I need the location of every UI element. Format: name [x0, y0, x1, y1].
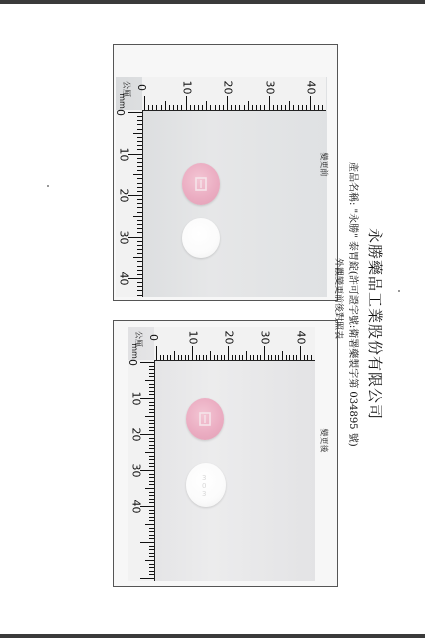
ruler-tick	[137, 162, 142, 163]
ruler-tick	[160, 355, 161, 360]
ruler-tick	[149, 430, 154, 431]
ruler-label: 40	[294, 330, 308, 345]
ruler-tick	[221, 355, 222, 360]
ruler-tick	[149, 405, 154, 406]
ruler-label: 40	[304, 80, 318, 95]
ruler-tick	[239, 105, 240, 110]
ruler-tick	[137, 266, 142, 267]
ruler-tick	[137, 212, 142, 213]
ruler-tick	[223, 105, 224, 110]
ruler-label: 10	[117, 147, 131, 161]
ruler-tick	[277, 105, 278, 110]
ruler-tick	[137, 203, 142, 204]
ruler-tick	[140, 542, 154, 543]
ruler-tick	[173, 105, 174, 110]
ruler-label: 30	[129, 463, 143, 478]
ruler-tick	[145, 524, 154, 525]
scan-speck	[47, 185, 49, 187]
white-tablet	[182, 218, 220, 258]
ruler-tick	[306, 105, 307, 110]
horizontal-ruler	[135, 77, 326, 111]
ruler-tick	[190, 105, 191, 110]
ruler-tick	[149, 448, 154, 449]
ruler-tick	[137, 137, 142, 138]
ruler-tick	[137, 170, 142, 171]
ruler-tick	[149, 481, 154, 482]
ruler-tick	[128, 112, 142, 113]
ruler-label: 20	[129, 427, 143, 442]
ruler-tick	[149, 535, 154, 536]
ruler-tick	[137, 232, 142, 233]
ruler-tick	[149, 567, 154, 568]
ruler-tick	[137, 129, 142, 130]
white-tablet	[186, 463, 226, 507]
ruler-tick	[177, 105, 178, 110]
ruler-tick	[133, 216, 142, 217]
ruler-tick	[227, 96, 228, 110]
ruler-tick	[149, 445, 154, 446]
ruler-tick	[203, 355, 204, 360]
ruler-tick	[149, 495, 154, 496]
vertical-ruler	[128, 360, 155, 581]
ruler-tick	[145, 416, 154, 417]
ruler-tick	[137, 282, 142, 283]
after-change-panel	[113, 320, 338, 587]
ruler-tick	[278, 355, 279, 360]
ruler-label: 20	[221, 80, 235, 95]
ruler-tick	[149, 384, 154, 385]
ruler-tick	[149, 556, 154, 557]
ruler-tick	[149, 549, 154, 550]
ruler-tick	[137, 166, 142, 167]
ruler-tick	[235, 105, 236, 110]
ruler-tick	[137, 290, 142, 291]
ruler-tick	[252, 105, 253, 110]
panel-caption: 變更前	[319, 152, 329, 177]
ruler-tick	[298, 105, 299, 110]
ruler-tick	[149, 463, 154, 464]
ruler-tick	[269, 96, 270, 110]
ruler-tick	[149, 369, 154, 370]
ruler-tick	[149, 459, 154, 460]
ruler-tick	[219, 105, 220, 110]
ruler-tick	[167, 355, 168, 360]
ruler-tick	[149, 441, 154, 442]
ruler-tick	[149, 466, 154, 467]
ruler-tick	[181, 355, 182, 360]
ruler-tick	[137, 295, 142, 296]
ruler-tick	[137, 224, 142, 225]
ruler-tick	[244, 105, 245, 110]
ruler-tick	[250, 355, 251, 360]
page-edge-top	[0, 0, 425, 4]
ruler-tick	[281, 105, 282, 110]
ruler-tick	[235, 355, 236, 360]
ruler-tick	[192, 346, 193, 360]
ruler-tick	[242, 355, 243, 360]
ruler-tick	[202, 105, 203, 110]
ruler-tick	[289, 101, 290, 110]
ruler-tick	[137, 149, 142, 150]
ruler-label: 40	[129, 499, 143, 514]
ruler-tick	[144, 96, 145, 110]
ruler-label: 30	[263, 80, 276, 95]
ruler-tick	[253, 355, 254, 360]
ruler-tick	[145, 560, 154, 561]
ruler-tick	[149, 574, 154, 575]
ruler-tick	[137, 207, 142, 208]
ruler-tick	[149, 499, 154, 500]
ruler-tick	[149, 528, 154, 529]
ruler-tick	[137, 249, 142, 250]
ruler-tick	[163, 355, 164, 360]
ruler-tick	[257, 355, 258, 360]
ruler-tick	[186, 96, 187, 110]
ruler-tick	[137, 120, 142, 121]
ruler-tick	[149, 502, 154, 503]
ruler-label: 10	[129, 391, 143, 406]
ruler-tick	[149, 571, 154, 572]
ruler-tick	[137, 261, 142, 262]
ruler-tick	[149, 513, 154, 514]
ruler-tick	[149, 474, 154, 475]
ruler-tick	[307, 355, 308, 360]
ruler-tick	[268, 355, 269, 360]
ruler-tick	[260, 105, 261, 110]
ruler-tick	[285, 105, 286, 110]
ruler-tick	[260, 355, 261, 360]
ruler-tick	[137, 286, 142, 287]
ruler-unit-en: mm	[129, 343, 139, 359]
vertical-ruler	[116, 110, 143, 297]
ruler-tick	[174, 351, 175, 360]
ruler-tick	[149, 402, 154, 403]
ruler-tick	[137, 124, 142, 125]
ruler-tick	[149, 427, 154, 428]
ruler-tick	[170, 355, 171, 360]
ruler-tick	[137, 141, 142, 142]
ruler-tick	[206, 101, 207, 110]
ruler-tick	[149, 376, 154, 377]
ruler-tick	[310, 96, 311, 110]
ruler-tick	[148, 105, 149, 110]
ruler-tick	[198, 105, 199, 110]
ruler-tick	[185, 355, 186, 360]
ruler-tick	[199, 355, 200, 360]
ruler-tick	[149, 531, 154, 532]
ruler-tick	[302, 105, 303, 110]
ruler-tick	[196, 355, 197, 360]
ruler-tick	[156, 105, 157, 110]
svg-text:0: 0	[202, 482, 207, 490]
ruler-label: 30	[117, 230, 131, 244]
ruler-tick	[311, 355, 312, 360]
pink-tablet	[186, 398, 224, 440]
ruler-label: 10	[180, 80, 193, 95]
ruler-tick	[149, 387, 154, 388]
ruler-tick	[137, 245, 142, 246]
ruler-tick	[286, 355, 287, 360]
ruler-tick	[149, 517, 154, 518]
ruler-tick	[246, 351, 247, 360]
ruler-tick	[149, 492, 154, 493]
ruler-tick	[232, 355, 233, 360]
ruler-tick	[149, 409, 154, 410]
ruler-tick	[275, 355, 276, 360]
ruler-tick	[133, 174, 142, 175]
ruler-tick	[137, 270, 142, 271]
ruler-tick	[149, 564, 154, 565]
comparison-note: 外觀變更前後對照表	[333, 258, 343, 340]
ruler-unit-cn: 公厘	[122, 81, 131, 97]
ruler-label: 0	[114, 109, 127, 116]
ruler-tick	[137, 158, 142, 159]
ruler-tick	[273, 105, 274, 110]
page-edge-bottom	[0, 634, 425, 638]
ruler-label: 10	[186, 330, 200, 345]
ruler-tick	[289, 355, 290, 360]
ruler-tick	[149, 366, 154, 367]
ruler-tick	[314, 105, 315, 110]
ruler-tick	[137, 187, 142, 188]
ruler-tick	[304, 355, 305, 360]
ruler-tick	[210, 351, 211, 360]
ruler-tick	[137, 253, 142, 254]
ruler-tick	[318, 105, 319, 110]
ruler-tick	[145, 380, 154, 381]
ruler-tick	[217, 355, 218, 360]
ruler-unit-cn: 公厘	[134, 331, 143, 347]
ruler-label: 20	[117, 188, 131, 203]
ruler-tick	[239, 355, 240, 360]
tablet-imprint-icon	[200, 472, 212, 498]
ruler-tick	[137, 220, 142, 221]
ruler-tick	[149, 420, 154, 421]
ruler-unit-en: mm	[117, 93, 127, 109]
ruler-tick	[137, 116, 142, 117]
ruler-tick	[137, 274, 142, 275]
ruler-tick	[149, 438, 154, 439]
ruler-tick	[149, 520, 154, 521]
ruler-label: 40	[117, 271, 131, 286]
horizontal-ruler	[147, 327, 315, 361]
ruler-tick	[145, 452, 154, 453]
ruler-tick	[181, 105, 182, 110]
ruler-tick	[165, 101, 166, 110]
tablet-logo-icon	[194, 176, 208, 192]
ruler-tick	[137, 191, 142, 192]
ruler-tick	[137, 178, 142, 179]
scan-speck	[398, 290, 400, 292]
ruler-tick	[149, 394, 154, 395]
ruler-tick	[188, 355, 189, 360]
ruler-tick	[293, 355, 294, 360]
ruler-tick	[322, 105, 323, 110]
ruler-label: 30	[258, 330, 272, 345]
ruler-tick	[296, 355, 297, 360]
ruler-tick	[140, 362, 154, 363]
ruler-tick	[149, 484, 154, 485]
ruler-tick	[228, 346, 229, 360]
company-name: 永勝藥品工業股份有限公司	[366, 228, 384, 421]
ruler-tick	[149, 391, 154, 392]
ruler-tick	[149, 412, 154, 413]
ruler-tick	[256, 105, 257, 110]
ruler-tick	[137, 228, 142, 229]
ruler-label: 0	[135, 84, 148, 91]
ruler-tick	[282, 351, 283, 360]
ruler-tick	[156, 346, 157, 360]
ruler-tick	[133, 133, 142, 134]
svg-text:3: 3	[202, 490, 207, 498]
tablet-logo-icon	[198, 411, 212, 427]
ruler-tick	[149, 456, 154, 457]
ruler-tick	[137, 241, 142, 242]
ruler-tick	[248, 101, 249, 110]
ruler-tick	[149, 510, 154, 511]
ruler-tick	[149, 553, 154, 554]
after-photo	[128, 327, 315, 581]
ruler-label: 0	[147, 334, 160, 341]
svg-text:3: 3	[202, 474, 207, 482]
ruler-tick	[149, 477, 154, 478]
ruler-label: 0	[126, 359, 139, 366]
ruler-tick	[149, 373, 154, 374]
ruler-tick	[137, 183, 142, 184]
before-change-panel	[113, 44, 338, 301]
ruler-label: 20	[222, 330, 236, 345]
ruler-tick	[194, 105, 195, 110]
ruler-tick	[133, 257, 142, 258]
ruler-tick	[293, 105, 294, 110]
before-photo	[116, 77, 327, 297]
ruler-tick	[145, 488, 154, 489]
ruler-tick	[137, 199, 142, 200]
ruler-tick	[149, 538, 154, 539]
product-line: 產品名稱: "永勝" 泰胃錠(許可證字號:衛署藥製字第 034895 號)	[347, 162, 358, 447]
panel-caption: 變更後	[319, 428, 329, 453]
ruler-tick	[264, 346, 265, 360]
ruler-tick	[169, 105, 170, 110]
ruler-tick	[206, 355, 207, 360]
ruler-tick	[215, 105, 216, 110]
ruler-tick	[224, 355, 225, 360]
ruler-tick	[300, 346, 301, 360]
ruler-tick	[271, 355, 272, 360]
ruler-tick	[210, 105, 211, 110]
ruler-tick	[231, 105, 232, 110]
ruler-tick	[149, 546, 154, 547]
ruler-tick	[178, 355, 179, 360]
ruler-tick	[161, 105, 162, 110]
pink-tablet	[182, 163, 220, 205]
ruler-tick	[149, 423, 154, 424]
ruler-tick	[152, 105, 153, 110]
ruler-tick	[214, 355, 215, 360]
ruler-tick	[140, 578, 154, 579]
ruler-tick	[264, 105, 265, 110]
ruler-tick	[137, 145, 142, 146]
